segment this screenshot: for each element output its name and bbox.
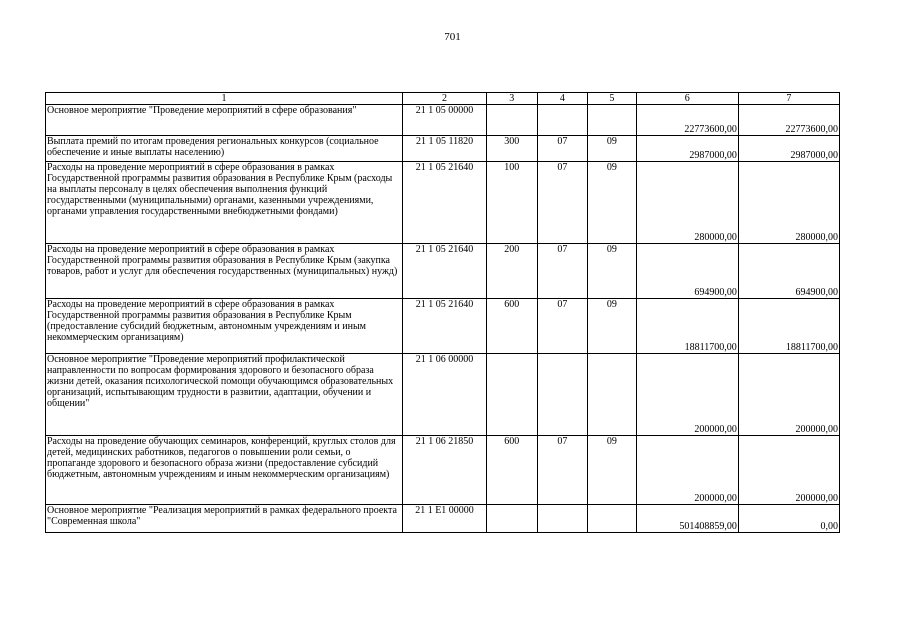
row-target-code: 21 1 05 00000 [403,105,487,136]
row-target-code: 21 1 05 21640 [403,244,487,299]
row-description: Расходы на проведение мероприятий в сфере образования в рамках Государственной программы развития образования в Республике Крым (закупка товаров, работ и услуг для обеспечения государственных (муниципальных) нужд) [46,244,403,299]
row-amount-2: 2987000,00 [738,136,839,162]
row-expense-type: 600 [486,299,537,354]
row-amount-1: 694900,00 [636,244,738,299]
row-subsection: 09 [588,299,637,354]
row-description: Выплата премий по итогам проведения региональных конкурсов (социальное обеспечение и иные выплаты населению) [46,136,403,162]
row-expense-type: 600 [486,436,537,505]
column-header: 3 [486,93,537,105]
table-row [46,436,840,505]
table-row [46,505,840,533]
column-header: 4 [537,93,588,105]
column-header: 7 [738,93,839,105]
row-amount-1: 280000,00 [636,162,738,244]
row-section: 07 [537,436,588,505]
row-section [537,105,588,136]
row-description: Основное мероприятие "Проведение мероприятий в сфере образования" [46,105,403,136]
row-section [537,505,588,533]
row-amount-2: 0,00 [738,505,839,533]
row-description: Расходы на проведение мероприятий в сфере образования в рамках Государственной программы развития образования в Республике Крым (предоставление субсидий бюджетным, автономным учреждениям и иным некоммерческим организациям) [46,299,403,354]
table-row [46,354,840,436]
column-header: 2 [403,93,487,105]
column-header: 5 [588,93,637,105]
row-target-code: 21 1 06 21850 [403,436,487,505]
row-subsection [588,105,637,136]
row-amount-2: 694900,00 [738,244,839,299]
row-amount-2: 18811700,00 [738,299,839,354]
row-target-code: 21 1 05 21640 [403,299,487,354]
row-amount-1: 2987000,00 [636,136,738,162]
row-subsection: 09 [588,162,637,244]
row-amount-2: 200000,00 [738,436,839,505]
row-amount-1: 200000,00 [636,354,738,436]
row-target-code: 21 1 E1 00000 [403,505,487,533]
row-amount-2: 200000,00 [738,354,839,436]
row-subsection: 09 [588,244,637,299]
column-header: 6 [636,93,738,105]
table-row [46,162,840,244]
row-description: Основное мероприятие "Проведение мероприятий профилактической направленности по вопросам формирования здорового и безопасного образа жизни детей, оказания психологической помощи обучающимся образовательных организаций, испытывающим трудности в развитии, адаптации, обучении и общении" [46,354,403,436]
page-number: 701 [444,31,461,43]
row-expense-type: 100 [486,162,537,244]
row-section: 07 [537,244,588,299]
row-target-code: 21 1 06 00000 [403,354,487,436]
row-subsection [588,354,637,436]
row-amount-2: 22773600,00 [738,105,839,136]
row-expense-type: 200 [486,244,537,299]
row-section [537,354,588,436]
row-subsection: 09 [588,136,637,162]
table-row [46,244,840,299]
row-amount-2: 280000,00 [738,162,839,244]
budget-table [45,92,840,533]
column-header: 1 [46,93,403,105]
row-expense-type [486,354,537,436]
row-target-code: 21 1 05 21640 [403,162,487,244]
row-amount-1: 22773600,00 [636,105,738,136]
table-row [46,136,840,162]
row-amount-1: 18811700,00 [636,299,738,354]
row-amount-1: 200000,00 [636,436,738,505]
row-description: Основное мероприятие "Реализация мероприятий в рамках федерального проекта "Современная школа" [46,505,403,533]
row-section: 07 [537,162,588,244]
row-expense-type [486,105,537,136]
table-row [46,299,840,354]
row-section: 07 [537,299,588,354]
row-description: Расходы на проведение обучающих семинаров, конференций, круглых столов для детей, медицинских работников, педагогов о повышении роли семьи, о пропаганде здорового и безопасного образа жизни (предоставление субсидий бюджетным, автономным учреждениям и иным некоммерческим организациям) [46,436,403,505]
header-row [46,93,840,105]
row-amount-1: 501408859,00 [636,505,738,533]
row-description: Расходы на проведение мероприятий в сфере образования в рамках Государственной программы развития образования в Республике Крым (расходы на выплаты персоналу в целях обеспечения выполнения функций государственными (муниципальными) органами, казенными учреждениями, органами управления государственными внебюджетными фондами) [46,162,403,244]
row-expense-type [486,505,537,533]
row-expense-type: 300 [486,136,537,162]
row-target-code: 21 1 05 11820 [403,136,487,162]
row-section: 07 [537,136,588,162]
row-subsection: 09 [588,436,637,505]
row-subsection [588,505,637,533]
table-row [46,105,840,136]
